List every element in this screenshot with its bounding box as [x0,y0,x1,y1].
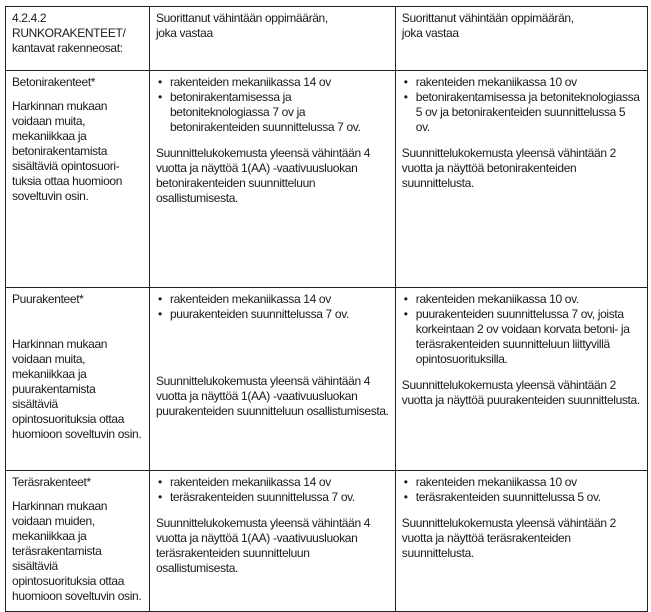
header-a-line2: joka vastaa [155,26,213,40]
experience-text: Suunnittelukokemusta yleensä vähintään 4 vuotta ja näyttöä 1(AA) -vaativuusluokan teräsrakenteiden suunnitteluun osallistumisesta. [155,516,371,575]
list-item: • puurakenteiden suunnittelussa 7 ov, joista korkeintaan 2 ov voidaan korvata betoni- ja teräsrakenteiden suunnitteluun liittyvillä opintosuorituksilla. [402,307,641,367]
structure-note: Harkinnan mukaan voidaan muita, mekaniikkaa ja betonirakentamista sisältäviä opintosuori-tuksia ottaa huomioon soveltuvin osin. [12,99,123,203]
table-row [6,471,648,612]
requirement-cell-a [149,288,395,471]
header-a-line1: Suorittanut vähintään oppimäärän, [155,11,328,25]
header-b-line1: Suorittanut vähintään oppimäärän, [401,11,574,25]
list-item: • rakenteiden mekaniikassa 14 ov [156,475,389,490]
header-cell-level-a [149,7,395,71]
list-item: • rakenteiden mekaniikassa 14 ov [156,292,389,307]
header-cell-level-b [395,7,647,71]
requirement-list [402,475,641,505]
requirements-table [5,6,648,612]
requirement-list [156,475,389,505]
requirement-list [402,75,641,135]
experience-text: Suunnittelukokemusta yleensä vähintään 2 vuotta ja näyttöä teräsrakenteiden suunnittelusta. [401,516,616,560]
requirement-cell-b [395,471,647,612]
experience-text: Suunnittelukokemusta yleensä vähintään 4 vuotta ja näyttöä 1(AA) -vaativuusluokan betonirakenteiden suunnitteluun osallistumisesta. [155,146,371,205]
structure-cell [6,288,150,471]
header-b-line2: joka vastaa [401,26,459,40]
structure-name: Teräsrakenteet* [12,475,91,489]
structure-note: Harkinnan mukaan voidaan muiden, mekaniikkaa ja teräsrakentamista sisältäviä opintosuorituksia ottaa huomioon soveltuvin osin. [12,499,142,603]
structure-cell [6,471,150,612]
section-subtitle: kantavat rakenneosat: [12,41,123,55]
requirement-cell-b [395,71,647,288]
list-item: • teräsrakenteiden suunnittelussa 5 ov. [402,490,641,505]
experience-text: Suunnittelukokemusta yleensä vähintään 2 vuotta ja näyttöä puurakenteiden suunnittelusta. [401,378,640,407]
requirement-list [156,75,389,135]
structure-note: Harkinnan mukaan voidaan muita, mekaniikkaa ja puurakentamista sisältäviä opintosuorituksia ottaa huomioon soveltuvin osin. [12,337,142,441]
requirement-cell-a [149,471,395,612]
requirement-cell-b [395,288,647,471]
experience-text: Suunnittelukokemusta yleensä vähintään 2 vuotta ja näyttöä betonirakenteiden suunnittelusta. [401,146,616,190]
structure-cell [6,71,150,288]
section-title: RUNKORAKENTEET/ [12,26,126,40]
list-item: • betonirakentamisessa ja betoniteknologiassa 5 ov ja betonirakenteiden suunnittelussa 5 ov. [402,90,641,135]
list-item: • rakenteiden mekaniikassa 14 ov [156,75,389,90]
section-number: 4.2.4.2 [12,11,47,25]
list-item: • puurakenteiden suunnittelussa 7 ov. [156,307,389,322]
requirement-list [156,292,389,322]
table-row [6,288,648,471]
experience-text: Suunnittelukokemusta yleensä vähintään 4 vuotta ja näyttöä 1(AA) -vaativuusluokan puurakenteiden suunnitteluun osallistumisesta. [155,374,389,418]
structure-name: Betonirakenteet* [12,75,96,89]
requirement-list [402,292,641,367]
list-item: • rakenteiden mekaniikassa 10 ov [402,75,641,90]
list-item: • teräsrakenteiden suunnittelussa 7 ov. [156,490,389,505]
header-cell-section [6,7,150,71]
requirement-cell-a [149,71,395,288]
list-item: • rakenteiden mekaniikassa 10 ov [402,475,641,490]
list-item: • rakenteiden mekaniikassa 10 ov. [402,292,641,307]
spacer [12,316,143,337]
list-item: • betonirakentamisessa ja betoniteknologiassa 7 ov ja betonirakenteiden suunnittelussa 7 ov. [156,90,389,135]
structure-name: Puurakenteet* [12,292,84,306]
table-header-row [6,7,648,71]
table-row [6,71,648,288]
